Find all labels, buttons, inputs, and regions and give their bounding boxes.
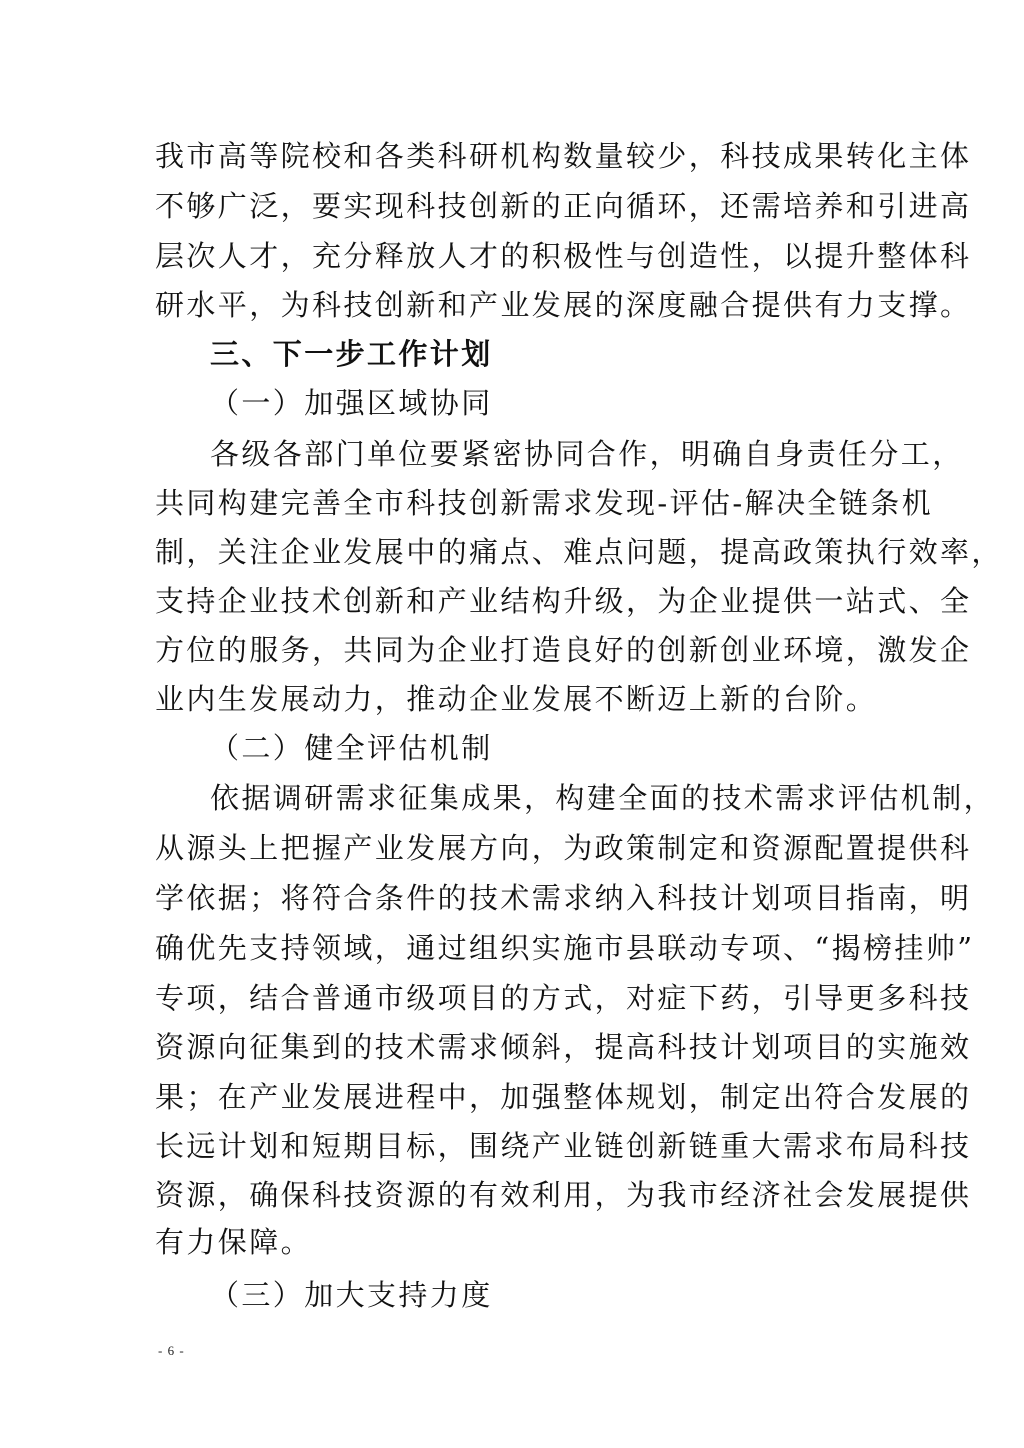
paragraph-line: 支持企业技术创新和产业结构升级，为企业提供一站式、全 <box>155 584 972 618</box>
paragraph-line: 学依据；将符合条件的技术需求纳入科技计划项目指南，明 <box>155 881 972 915</box>
paragraph-line: 我市高等院校和各类科研机构数量较少，科技成果转化主体 <box>155 139 972 173</box>
page-number: - 6 - <box>158 1343 185 1358</box>
paragraph-line: 方位的服务，共同为企业打造良好的创新创业环境，激发企 <box>155 633 972 667</box>
paragraph-line: 业内生发展动力，推动企业发展不断迈上新的台阶。 <box>155 682 878 716</box>
paragraph-line: 专项，结合普通市级项目的方式，对症下药，引导更多科技 <box>155 981 972 1015</box>
paragraph-line: 依据调研需求征集成果，构建全面的技术需求评估机制， <box>210 781 996 815</box>
paragraph-line: 从源头上把握产业发展方向，为政策制定和资源配置提供科 <box>155 831 972 865</box>
subsection-heading: （二）健全评估机制 <box>210 731 493 765</box>
section-heading: 三、下一步工作计划 <box>210 337 493 371</box>
paragraph-line: 资源向征集到的技术需求倾斜，提高科技计划项目的实施效 <box>155 1030 972 1064</box>
paragraph-line: 果；在产业发展进程中，加强整体规划，制定出符合发展的 <box>155 1080 972 1114</box>
paragraph-line: 长远计划和短期目标，围绕产业链创新链重大需求布局科技 <box>155 1129 972 1163</box>
paragraph-line: 层次人才，充分释放人才的积极性与创造性，以提升整体科 <box>155 239 972 273</box>
subsection-heading: （一）加强区域协同 <box>210 386 493 420</box>
paragraph-line: 有力保障。 <box>155 1225 313 1259</box>
subsection-heading: （三）加大支持力度 <box>210 1278 493 1312</box>
paragraph-line: 不够广泛，要实现科技创新的正向循环，还需培养和引进高 <box>155 189 972 223</box>
paragraph-line: 共同构建完善全市科技创新需求发现-评估-解决全链条机 <box>155 486 933 520</box>
paragraph-line: 制，关注企业发展中的痛点、难点问题，提高政策执行效率， <box>155 535 1003 569</box>
paragraph-line: 研水平，为科技创新和产业发展的深度融合提供有力支撑。 <box>155 288 972 322</box>
paragraph-line: 资源，确保科技资源的有效利用，为我市经济社会发展提供 <box>155 1178 972 1212</box>
paragraph-line: 确优先支持领域，通过组织实施市县联动专项、“揭榜挂帅” <box>155 931 975 965</box>
paragraph-line: 各级各部门单位要紧密协同合作，明确自身责任分工， <box>210 437 964 471</box>
